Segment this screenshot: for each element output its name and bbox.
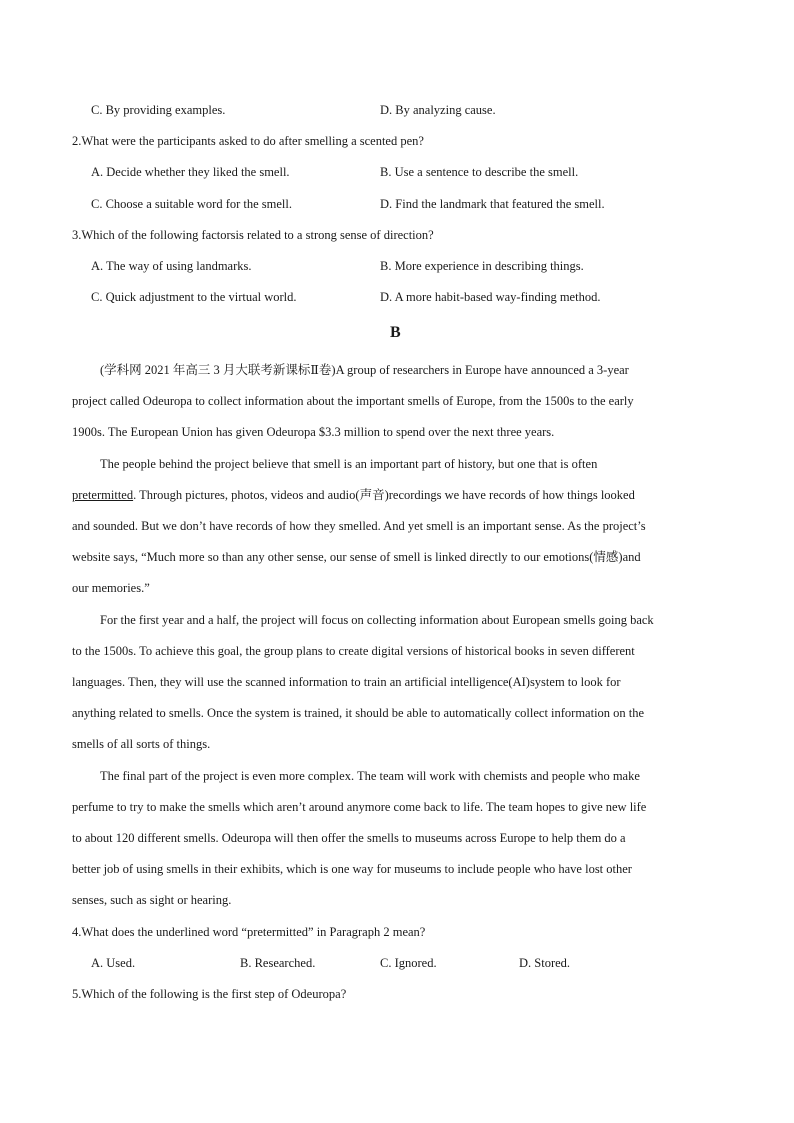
p2-line-3: and sounded. But we don’t have records of how they smelled. And yet smell is an important sense. As the project’s — [72, 519, 646, 533]
p1-line-2: project called Odeuropa to collect information about the important smells of Europe, from the 1500s to the early — [72, 394, 634, 408]
p4-line-5: senses, such as sight or hearing. — [72, 893, 232, 907]
p3-line-1: For the first year and a half, the project will focus on collecting information about European smells going back — [100, 613, 654, 627]
section-b-heading: B — [390, 324, 401, 341]
p4-line-3: to about 120 different smells. Odeuropa will then offer the smells to museums across Europe to help them do a — [72, 831, 626, 845]
p4-line-4: better job of using smells in their exhibits, which is one way for museums to include people who have lost other — [72, 862, 632, 876]
p3-line-4: anything related to smells. Once the system is trained, it should be able to automatically collect information on the — [72, 706, 645, 720]
p3-line-2: to the 1500s. To achieve this goal, the group plans to create digital versions of historical books in seven different — [72, 644, 635, 658]
q2-option-d: D. Find the landmark that featured the smell. — [380, 197, 605, 211]
q3-option-c: C. Quick adjustment to the virtual world. — [91, 290, 297, 304]
q4-option-c: C. Ignored. — [380, 956, 437, 970]
q2-option-a: A. Decide whether they liked the smell. — [91, 165, 290, 179]
q3-option-a: A. The way of using landmarks. — [91, 259, 252, 273]
p2-line-2 — [72, 487, 635, 503]
p4-line-1: The final part of the project is even more complex. The team will work with chemists and people who make — [100, 769, 640, 783]
q2-option-b: B. Use a sentence to describe the smell. — [380, 165, 579, 179]
q5-question: 5.Which of the following is the first step of Odeuropa? — [72, 987, 347, 1001]
p2-line-1: The people behind the project believe that smell is an important part of history, but one that is often — [100, 457, 598, 471]
p3-line-3: languages. Then, they will use the scanned information to train an artificial intelligence(AI)system to look for — [72, 675, 621, 689]
q4-option-a: A. Used. — [91, 956, 136, 970]
p1-line-3: 1900s. The European Union has given Odeuropa $3.3 million to spend over the next three years. — [72, 425, 555, 439]
p2-line-2-rest: . Through pictures, photos, videos and audio(声音)recordings we have records of how things looked — [133, 488, 635, 502]
q1-option-d: D. By analyzing cause. — [380, 103, 496, 117]
q4-option-b: B. Researched. — [240, 956, 316, 970]
q1-option-c: C. By providing examples. — [91, 103, 226, 117]
p2-line-5: our memories.” — [72, 581, 150, 595]
p1-line-1: (学科网 2021 年高三 3 月大联考新课标Ⅱ卷)A group of researchers in Europe have announced a 3-year — [100, 363, 629, 377]
q4-question: 4.What does the underlined word “pretermitted” in Paragraph 2 mean? — [72, 925, 426, 939]
q2-option-c: C. Choose a suitable word for the smell. — [91, 197, 293, 211]
q3-option-b: B. More experience in describing things. — [380, 259, 584, 273]
q4-option-d: D. Stored. — [519, 956, 571, 970]
underlined-word: pretermitted — [72, 488, 134, 502]
p4-line-2: perfume to try to make the smells which aren’t around anymore come back to life. The team hopes to give new life — [72, 800, 647, 814]
q3-question: 3.Which of the following factorsis related to a strong sense of direction? — [72, 228, 434, 242]
q3-option-d: D. A more habit-based way-finding method. — [380, 290, 601, 304]
q2-question: 2.What were the participants asked to do after smelling a scented pen? — [72, 134, 424, 148]
p3-line-5: smells of all sorts of things. — [72, 737, 211, 751]
p2-line-4: website says, “Much more so than any other sense, our sense of smell is linked directly to our emotions(情感)and — [72, 550, 641, 564]
